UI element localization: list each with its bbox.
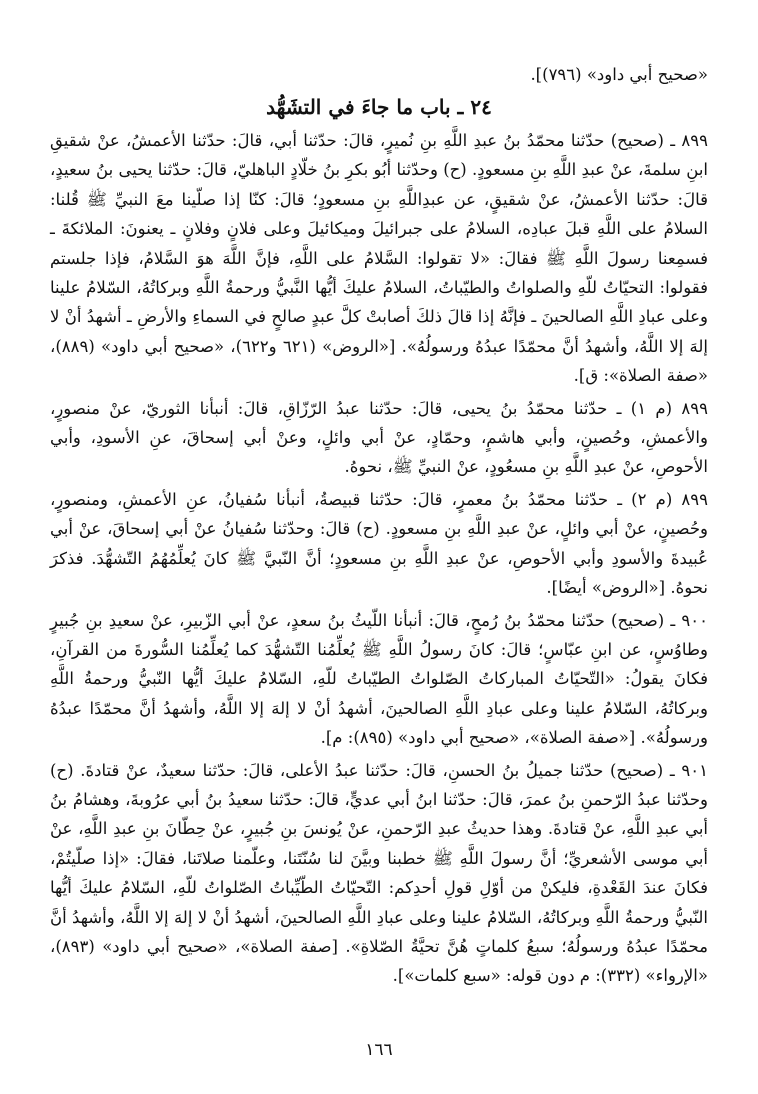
chapter-title: ٢٤ ـ باب ما جاءَ في التشَهُّد [266, 95, 492, 119]
page-number: ١٦٦ [365, 1040, 393, 1060]
hadith-899-m1 [50, 394, 708, 482]
hadith-text: ٨٩٩ ـ (صحيح) حدّثنا محمّدُ بنُ عبدِ اللَّهِ بنِ نُميرٍ، قالَ: حدّثنا أبي، قالَ: حدّثنا الأعمشُ، عنْ شقيقِ ابنِ سلمةَ، عنْ عبدِ اللَّهِ بنِ مسعودٍ. (ح) وحدّثنا أبُو بكرِ بنُ خلّادٍ الباهليّ، قالَ: حدّثنا يحيى بنُ سعيدٍ، قالَ: حدّثنا الأعمشُ، عنْ شقيقٍ، عن عبدِاللَّهِ بنِ مسعودٍ؛ قالَ: كنّا إذا صلّينا معَ النبيِّ ﷺ قُلنا: السلامُ على اللَّهِ قبلَ عبادِه، السلامُ على جبرائيلَ وميكائيلَ وعلى فلانٍ وفلانٍ ـ يعنونَ: الملائكةَ ـ فسمِعنا رسولَ اللَّهِ ﷺ فقالَ: «لا تقولوا: السَّلامُ على اللَّهِ، فإنَّ اللَّهَ هوَ السَّلامُ، فإذا جلستم فقولوا: التحيّاتُ للّهِ والصلواتُ والطيّباتُ، السلامُ عليكَ أيُّها النَّبيُّ ورحمةُ اللَّهِ وبركاتُهُ، السّلامُ علينا وعلى عبادِ اللَّهِ الصالحينَ ـ فإنَّهُ إذا قالَ ذلكَ أصابتْ كلَّ عبدٍ صالحٍ في السماءِ والأرضِ ـ أشهدُ أنْ لا إلهَ إلا اللَّهُ، وأشهدُ أنَّ محمّدًا عبدُهُ ورسولُهُ». [«الروض» (٦٢١ و٦٢٢)، «صحيح أبي داود» (٨٨٩)، «صفة الصلاة»: ق]. [50, 131, 708, 386]
hadith-text: ٨٩٩ (م ١) ـ حدّثنا محمّدُ بنُ يحيى، قالَ: حدّثنا عبدُ الرّزّاقِ، قالَ: أنبأنا الثوريّ، عنْ منصورٍ، والأعمشِ، وحُصينٍ، وأبي هاشمٍ، وحمّادٍ، عنْ أبي وائلٍ، وعنْ أبي إسحاقَ، عنِ الأسودِ، وأبي الأحوصِ، عنْ عبدِ اللَّهِ بنِ مسعُودٍ، عنْ النبيِّ ﷺ، نحوهُ. [50, 398, 708, 477]
hadith-899 [50, 126, 708, 391]
hadith-900 [50, 606, 708, 753]
hadith-text: ٩٠١ ـ (صحيح) حدّثنا جميلُ بنُ الحسنِ، قالَ: حدّثنا عبدُ الأعلى، قالَ: حدّثنا سعيدٌ، عنْ قتادةَ. (ح) وحدّثنا عبدُ الرّحمنِ بنُ عمرَ، قالَ: حدّثنا ابنُ أبي عديٍّ، قالَ: حدّثنا سعيدُ بنُ أبي عرُوبةَ، وهشامُ بنُ أبي عبدِ اللَّهِ، عنْ قتادةَ. وهذا حديثُ عبدِ الرّحمنِ، عنْ يُونسَ بنِ جُبيرٍ، عنْ حِطّانَ بنِ عبدِ اللَّهِ، عنْ أبي موسى الأشعريِّ؛ أنَّ رسولَ اللَّهِ ﷺ خطبنا وبيَّنَ لنا سُنّتَنا، وعلّمنا صلاتَنا، فقالَ: «إذا صلّيتُمْ، فكانَ عندَ القَعْدةِ، فليكنْ من أوّلِ قولِ أحدِكم: التّحيّاتُ الطّيِّباتُ الصّلواتُ للّهِ، السّلامُ عليكَ أيُّها النّبيُّ ورحمةُ اللَّهِ وبركاتُهُ، السّلامُ علينا وعلى عبادِ اللَّهِ الصالحينَ، أشهدُ أنْ لا إلهَ إلا اللَّهُ، وأشهدُ أنَّ محمّدًا عبدُهُ ورسولُهُ؛ سبعُ كلماتٍ هُنَّ تحيَّةُ الصّلاةِ». [صفة الصلاة»، «صحيح أبي داود» (٨٩٣)، «الإرواء» (٣٣٢): م دون قوله: «سبع كلمات»]. [50, 760, 708, 986]
hadith-text: ٨٩٩ (م ٢) ـ حدّثنا محمّدُ بنُ معمرٍ، قالَ: حدّثنا قبيصةُ، أنبأنا سُفيانُ، عنِ الأعمشِ، ومنصورٍ، وحُصينٍ، عنْ أبي وائلٍ، عنْ عبدِ اللَّهِ بنِ مسعودٍ. (ح) قالَ: وحدّثنا سُفيانُ عنْ أبي إسحاقَ، عنْ أبي عُبيدةَ والأسودِ وأبي الأحوصِ، عنْ عبدِ اللَّهِ بنِ مسعودٍ؛ أنَّ النّبيَّ ﷺ كانَ يُعلِّمُهُمُ التّشهُّدَ. فذكرَ نحوهُ. [«الروض» أيضًا]. [50, 489, 708, 598]
hadith-text: ٩٠٠ ـ (صحيح) حدّثنا محمّدُ بنُ رُمحٍ، قالَ: أنبأنا اللّيثُ بنُ سعدٍ، عنْ أبي الزّبيرِ، عنْ سعيدِ بنِ جُبيرٍ وطاوُسٍ، عن ابنِ عبّاسٍ؛ قالَ: كانَ رسولُ اللَّهِ ﷺ يُعلِّمُنا التّشهُّدَ كما يُعلِّمُنا السُّورةَ من القرآنِ، فكانَ يقولُ: «التّحيّاتُ المباركاتُ الصّلواتُ الطيّباتُ للّهِ، السّلامُ عليكَ أيُّها النّبيُّ ورحمةُ اللَّهِ وبركاتُهُ، السّلامُ علينا وعلى عبادِ اللَّهِ الصالحينَ، أشهدُ أنْ لا إلهَ إلا اللَّهُ، وأشهدُ أنَّ محمّدًا عبدُهُ ورسولُهُ». [«صفة الصلاة»، «صحيح أبي داود» (٨٩٥): م]. [50, 610, 708, 748]
previous-hadith-reference: «صحيح أبي داود» (٧٩٦)]. [530, 65, 708, 84]
hadith-901 [50, 756, 708, 991]
hadith-899-m2 [50, 485, 708, 603]
